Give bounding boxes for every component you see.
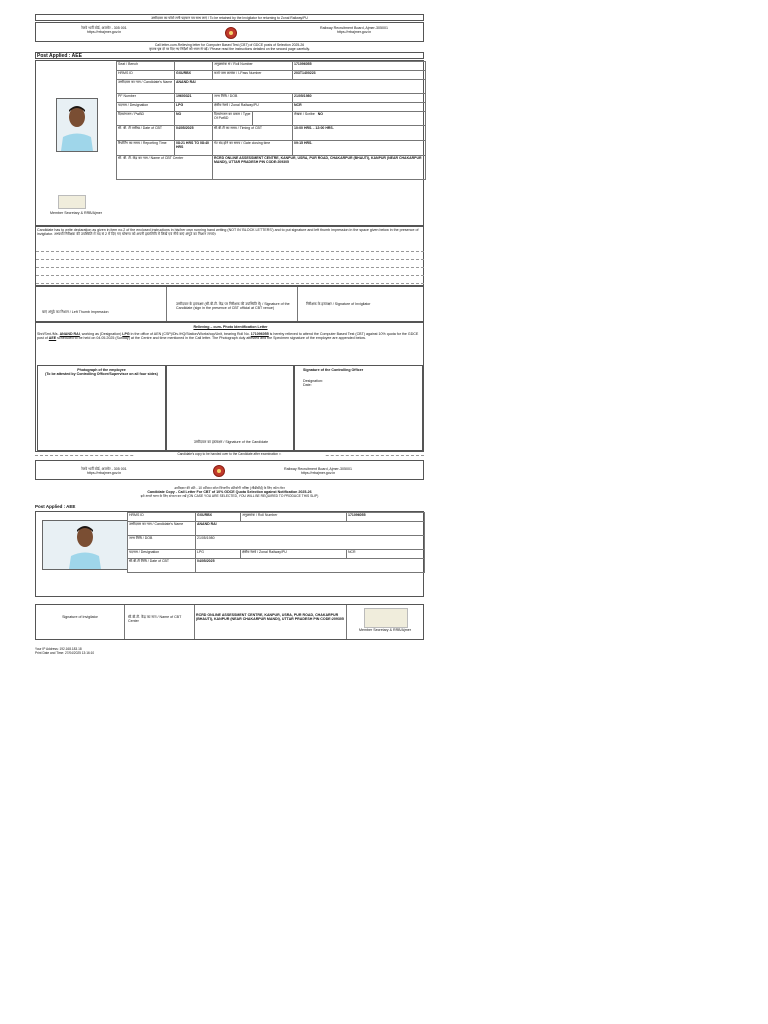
relieving-text (37, 332, 423, 341)
footer-divider-1 (124, 605, 125, 639)
declaration-line-3 (36, 267, 424, 268)
candidate-sign-box (166, 365, 294, 451)
zone-value: NCR (293, 103, 426, 112)
copy2-cbt-date-label: सी.बी.टी तिथि / Date of CBT (128, 559, 196, 573)
sign-divider-1 (166, 287, 167, 321)
declaration-block (35, 226, 424, 286)
ipass-label: कार्य पास क्रमांक / I-Pass Number (213, 71, 293, 80)
copy2-row-designation (128, 550, 425, 559)
centre-label: सी. बी. टी. केंद्र का नाम / Name of CBT Center (117, 156, 213, 180)
relieving-block (35, 322, 424, 452)
scribe-value: NO (317, 112, 323, 116)
name-label: उम्मीदवार का नाम / Candidate's Name (117, 80, 175, 94)
invigilator-sign-label: निरीक्षक के हस्ताक्षर / Signature of Invigilator (306, 302, 371, 306)
scribe-label: लेखक / Scribe (294, 112, 315, 116)
ipass-value: 203T1400223 (293, 71, 426, 80)
pf-value: 19600321 (175, 94, 213, 103)
copy2-dob-value: 21/05/1980 (196, 536, 425, 550)
cbt-date-label: सी. बी. टी तारीख / Date of CBT (117, 126, 175, 141)
relieving-roll: 171096055 (250, 332, 269, 336)
declaration-line-5 (36, 283, 424, 284)
dob-value: 21/05/1980 (293, 94, 426, 103)
ip-line: Your IP Address: 192.168.183.18 (35, 647, 82, 651)
declaration-text: Candidate has to write declaration as given in item no.2 of the enclosed instructions in his/her own running hand writing (NOT IN 'BLOCK LETTERS') and to put signature and left thumb impression in the space given below in the presence of invigilator. अभ्यर्थी निरीक्षक की उपस्थिति में मद सं 2 में दिए गए घोषणा को अपनी हस्तलिपि में लिखें एवं नीचे बाएं अंगूठे का निशान लगाएं। (37, 228, 419, 237)
cut-line-text: Candidate's copy to be handed over to the Candidate after examination ✂ (135, 452, 324, 456)
employee-photo-box (37, 365, 166, 451)
gate-value: 09:15 HRS. (293, 141, 426, 156)
row-pwbd (117, 112, 426, 126)
header (35, 22, 424, 42)
type-pwbd-label: दिव्यांगजन का प्रकार / Type Of PwBD (213, 112, 253, 126)
copy2-post-applied: Post Applied : AEE (35, 504, 76, 509)
header-right-title: Railway Recruitment Board, Ajmer-305001 (320, 26, 388, 30)
designation-label: पदनाम / Designation (117, 103, 175, 112)
copy2-row-name (128, 522, 425, 536)
copy2-zone-value: NCR (347, 550, 425, 559)
copy2-photo-image (43, 521, 127, 569)
relieving-prefix: Shri/Smt./Ms. (37, 332, 60, 336)
seat-value (175, 62, 213, 71)
header-left (44, 26, 164, 35)
details-table (116, 61, 426, 180)
row-cbt-date (117, 126, 426, 141)
declaration-line-2 (36, 259, 424, 260)
zone-label: क्षेत्रीय रेलवे / Zonal Railway/PU (213, 103, 293, 112)
copy2-line1: उम्मीदवार की प्रति - 10 प्रतिशत कोटा विभागीय प्रतियोगी परीक्षा (जीडीसीई) के लिए कॉल लेटर (174, 486, 285, 490)
cbt-date-value: 04/05/2025 (175, 126, 213, 141)
copy2-left-url: https://rrbajmer.gov.in (86, 471, 122, 476)
officer-designation-field: Designation: (303, 379, 323, 383)
row-reporting (117, 141, 426, 156)
copy2-emblem-icon (213, 465, 225, 477)
copy2-right-url: https://rrbajmer.gov.in (300, 471, 336, 476)
cbt-time-label: सी.बी.टी का समय / Timing of CBT (213, 126, 293, 141)
copy2-roll-label: अनुक्रमांक / Roll Number (241, 513, 347, 522)
roll-label: अनुक्रमांक सं / Roll Number (213, 62, 293, 71)
header-right-url: https://rrbajmer.gov.in (336, 30, 372, 35)
relieving-title: Relieving – cum- Photo Identification Letter (193, 325, 268, 329)
reporting-label: रिपोर्टिंग का समय / Reporting Time (117, 141, 175, 156)
thumb-label: बाएं अंगूठे का निशान / Left Thumb Impression (42, 310, 109, 314)
header-right (294, 26, 414, 35)
post-applied: Post Applied : AEE (35, 52, 424, 59)
top-note: उम्मीदवार का फोटो लगी पहचान पत्र साथ लाएं / To be retained by the Invigilator for returning to Zonal Railway/PU (35, 14, 424, 21)
call-letter-line1: Call letter-cum-Relieving letter for Computer Based Test (CBT) of GDCE posts of Selection 2025-26 (154, 43, 305, 47)
copy2-row-dob (128, 536, 425, 550)
officer-sign-box (294, 365, 423, 451)
copy2-name-value: ANAND RAI (196, 522, 425, 536)
copy2-header (35, 460, 424, 480)
pwbd-value: NO (175, 112, 213, 126)
footer-member-signature (364, 608, 408, 628)
relieving-candidate-sign: उम्मीदवार का हस्ताक्षर / Signature of the Candidate (193, 440, 269, 444)
employee-photo-label: Photograph of the employee (77, 368, 126, 372)
copy2-designation-label: पदनाम / Designation (128, 550, 196, 559)
copy2-dob-label: जन्म तिथि / DOB (128, 536, 196, 550)
row-designation (117, 103, 426, 112)
declaration-line-4 (36, 275, 424, 276)
header-left-url: https://rrbajmer.gov.in (86, 30, 122, 35)
dob-label: जन्म तिथि / DOB (213, 94, 293, 103)
copy2-table-wrap (127, 512, 424, 573)
relieving-mid2: in the office of AEN (CSP)/Div./HQ/Station/Workshop/Unit, bearing Roll No. (129, 332, 251, 336)
copy2-line3: इसे अगले चरण के लिए संभाल कर रखें (ON CASE YOU ARE SELECTED, YOU WILL BE REQUIRED TO PRODUCE THIS SLIP) (140, 494, 319, 499)
candidate-photo-image (57, 99, 97, 151)
footer-invigilator-label: Signature of Invigilator (62, 615, 98, 619)
designation-value: LPG (175, 103, 213, 112)
copy2-heading (35, 486, 424, 498)
copy2-name-label: उम्मीदवार का नाम / Candidate's Name (128, 522, 196, 536)
declaration-line-1 (36, 251, 424, 252)
copy2-table (127, 512, 425, 573)
relieving-mid3: is hereby relieved to attend the Computer Based Test (CBT) against 10% quota for the GDCE post of (37, 332, 419, 341)
indian-railways-emblem-icon (225, 27, 237, 39)
footer-divider-2 (194, 605, 195, 639)
row-centre (117, 156, 426, 180)
relieving-name: ANAND RAI (59, 332, 80, 336)
scribe-cell (293, 112, 426, 126)
row-seat (117, 62, 426, 71)
sign-divider-2 (297, 287, 298, 321)
copy2-block (35, 511, 424, 597)
roll-value: 171096055 (293, 62, 426, 71)
employee-photo-sub: (To be attested by Controlling Officer/Supervisor on all four sides) (45, 372, 158, 376)
gate-label: गेट बंद होने का समय / Gate closing time (213, 141, 293, 156)
relieving-designation: LPG (122, 332, 130, 336)
footer-member-secretary: Member Secretary & RRB/Ajmer (359, 628, 411, 632)
member-secretary-label: Member Secretary & RRB/Ajmer (50, 211, 102, 215)
sign-row (35, 286, 424, 322)
copy2-designation-value: LPG (196, 550, 241, 559)
officer-sign-label: Signature of the Controlling Officer (303, 368, 364, 372)
copy2-hrms-value: GXURBX (196, 513, 241, 522)
relieving-end: scheduled to be held on 04.05.2025 (Sunday) at the Centre and time mentioned in the Call letter. The Photograph duly attested and the Specimen signature of the employee are appended below. (56, 336, 366, 341)
seat-label: Seat / Bench (117, 62, 175, 71)
copy2-photo (42, 520, 128, 570)
cbt-time-value: 10:00 HRS. - 12:00 HRS. (293, 126, 426, 141)
pwbd-label: दिव्यांगजन / PwBD (117, 112, 175, 126)
footer-block (35, 604, 424, 640)
details-block (35, 60, 424, 226)
candidate-sign-label: उम्मीदवार के हस्ताक्षर (सी.बी.टी. केंद्र पर निरीक्षक की उपस्थिति में) / Signature of the Candidate (sign in the presence of CBT official at CBT venue) (176, 302, 290, 311)
hrms-value: GXURBX (175, 71, 213, 80)
copy2-hrms-label: HRMS ID (128, 513, 196, 522)
copy2-line2: Candidate Copy - Call Letter For CBT of 10% GDCE Quota Selection against Notification 2025-26 (147, 490, 312, 494)
row-name (117, 80, 426, 94)
footer-centre-value: RCRD ONLINE ASSESSMENT CENTRE, KANPUR, USRA, PUR ROAD, CHAKARPUR (BHAUTI), KANPUR (NEAR CHAKARPUR MANDI), UTTAR PRADESH PIN CODE:209305 (196, 613, 344, 622)
name-value: ANAND RAI (175, 80, 426, 94)
copy2-cbt-date-value: 04/05/2025 (196, 559, 425, 573)
details-table-wrap (116, 61, 425, 180)
relieving-mid1: , working as (Designation) (79, 332, 123, 336)
pf-label: PF Number (117, 94, 175, 103)
copy2-row-hrms (128, 513, 425, 522)
copy2-right-title: Railway Recruitment Board, Ajmer-305001 (284, 467, 352, 471)
centre-value: RCRD ONLINE ASSESSMENT CENTRE, KANPUR, USRA, PUR ROAD, CHAKARPUR (BHAUTI), KANPUR (NEAR CHAKARPUR MANDI), UTTAR PRADESH PIN CODE:209305 (213, 156, 426, 180)
type-pwbd-value (253, 112, 293, 126)
footer-centre-label: सी.बी.टी. केंद्र का नाम / Name of CBT Center (128, 615, 182, 624)
copy2-row-cbt-date (128, 559, 425, 573)
call-letter-line2: कृपया पृष्ठ दो पर दिए गए निर्देशों को ध्यान से पढ़ें / Please read the instructions detailed on the second page carefully. (149, 47, 310, 51)
copy2-header-right (258, 467, 378, 476)
copy2-header-left (44, 467, 164, 476)
copy2-roll-value: 171096055 (347, 513, 425, 522)
relieving-post: AEE (48, 336, 57, 341)
officer-date-field: Date: (303, 383, 312, 387)
candidate-photo (56, 98, 98, 152)
header-left-title: रेलवे भर्ती बोर्ड, अजमेर - 305 001 (81, 26, 127, 30)
footer-divider-3 (346, 605, 347, 639)
print-line: Print Date and Time: 27/04/2025 13:16:10 (35, 651, 95, 655)
call-letter-heading (35, 43, 424, 51)
row-hrms (117, 71, 426, 80)
member-secretary-signature (58, 195, 86, 209)
reporting-value: 08:21 HRS TO 08:40 HRS (175, 141, 213, 156)
copy2-left-title: रेलवे भर्ती बोर्ड, अजमेर - 305 001 (81, 467, 127, 471)
row-pf (117, 94, 426, 103)
hrms-label: HRMS ID (117, 71, 175, 80)
copy2-zone-label: क्षेत्रीय रेलवे / Zonal Railway/PU (241, 550, 347, 559)
